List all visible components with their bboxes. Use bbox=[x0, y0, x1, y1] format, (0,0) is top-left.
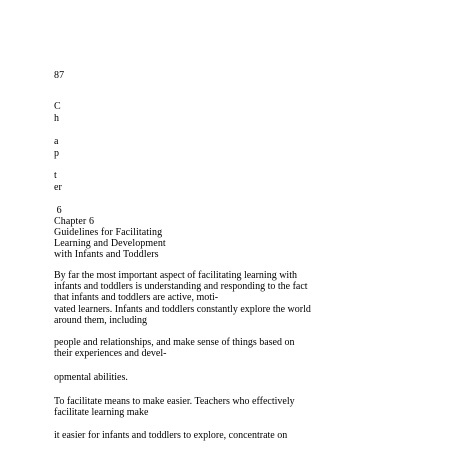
body-paragraph bbox=[54, 396, 414, 418]
body-paragraph bbox=[54, 430, 414, 441]
body-text-line: their experiences and devel- bbox=[54, 348, 167, 360]
chapter-title-line: with Infants and Toddlers bbox=[54, 249, 159, 260]
chapter-vertical-letter: a bbox=[54, 136, 59, 147]
chapter-vertical-letter: p bbox=[54, 148, 60, 159]
body-text-line: By far the most important aspect of facilitating learning with bbox=[54, 270, 297, 281]
chapter-vertical-letter: C bbox=[54, 101, 61, 112]
page-number: 87 bbox=[54, 70, 65, 81]
body-text-line: that infants and toddlers are active, moti- bbox=[54, 292, 219, 304]
chapter-number: 6 bbox=[54, 205, 62, 216]
chapter-title-line: Learning and Development bbox=[54, 238, 166, 249]
body-text-line: infants and toddlers is understanding and responding to the fact bbox=[54, 281, 308, 293]
body-text-line: To facilitate means to make easier. Teachers who effectively bbox=[54, 396, 295, 407]
body-text-line: people and relationships, and make sense of things based on bbox=[54, 337, 295, 348]
body-paragraph bbox=[54, 337, 414, 359]
body-text-line: facilitate learning make bbox=[54, 407, 149, 419]
body-paragraph bbox=[54, 270, 414, 326]
chapter-vertical-letter: t bbox=[54, 170, 57, 181]
chapter-title-line: Guidelines for Facilitating bbox=[54, 227, 163, 238]
chapter-vertical-letter: er bbox=[54, 182, 62, 193]
body-text-line: vated learners. Infants and toddlers constantly explore the world bbox=[54, 303, 311, 315]
body-text-line: it easier for infants and toddlers to explore, concentrate on bbox=[54, 430, 288, 441]
body-text-line: opmental abilities. bbox=[54, 372, 128, 383]
chapter-label: Chapter 6 bbox=[54, 216, 95, 227]
body-text-line: around them, including bbox=[54, 314, 148, 326]
chapter-vertical-letter: h bbox=[54, 113, 60, 124]
body-paragraph bbox=[54, 372, 414, 383]
